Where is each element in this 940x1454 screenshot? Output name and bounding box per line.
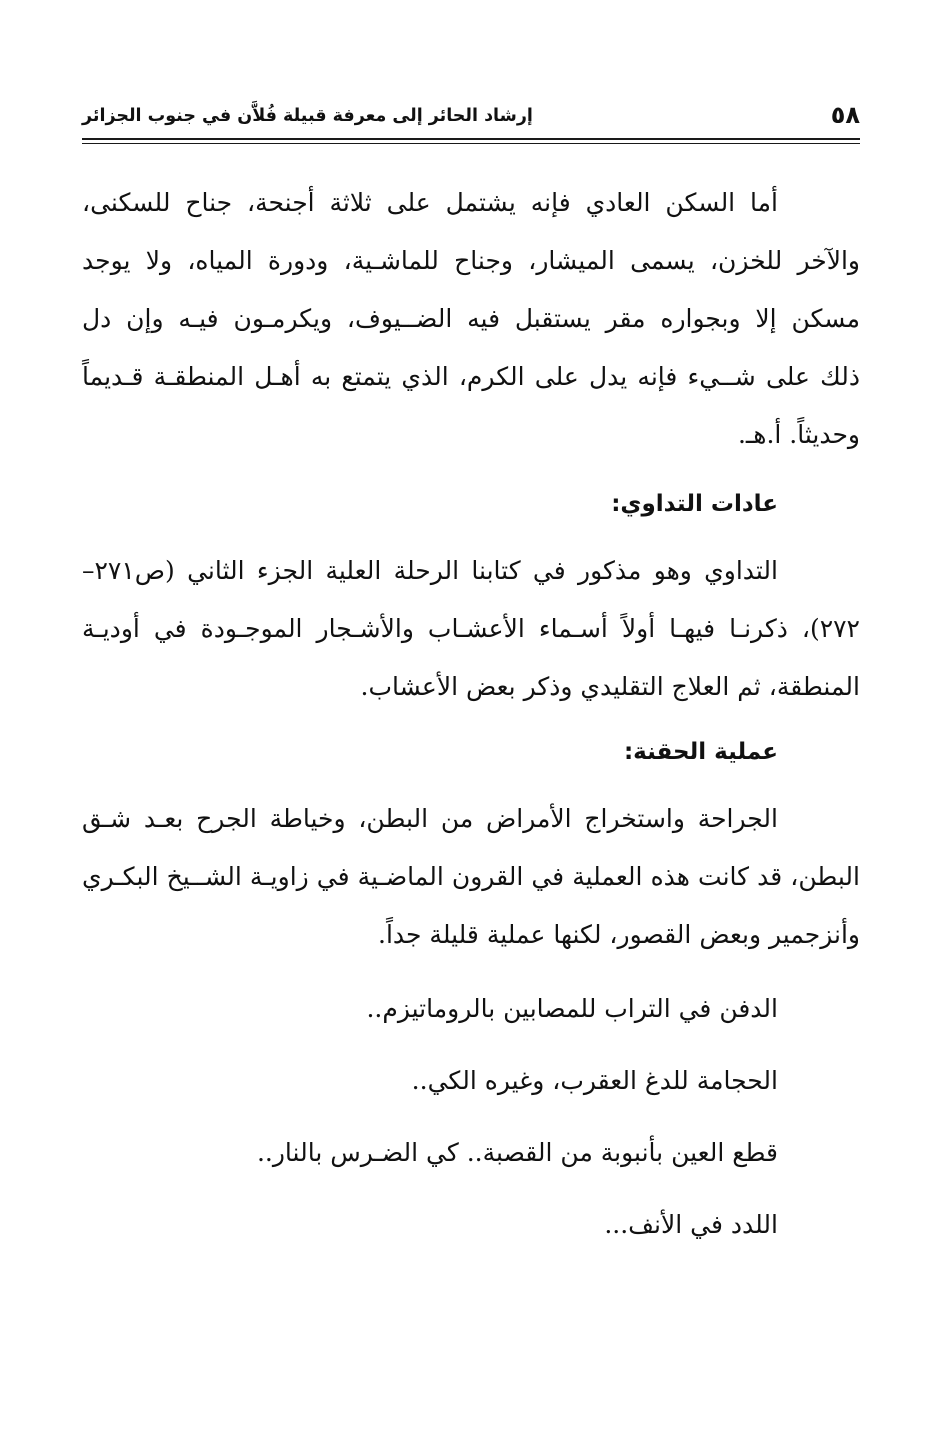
running-title: إرشاد الحائر إلى معرفة قبيلة فُلاَّن في جنوب الجزائر [82,106,533,126]
list-item: الحجامة للدغ العقرب، وغيره الكي.. [411,1066,778,1095]
list-item: الدفن في التراب للمصابين بالروماتيزم.. [366,994,778,1023]
paragraph-medicine [82,542,860,716]
paragraph-line: أما السكن العادي فإنه يشتمل على ثلاثة أجنحة، جناح للسكنى، [82,188,778,217]
paragraph-line: وحديثاً. أ.هـ. [737,420,860,449]
paragraph-line: والآخر للخزن، يسمى الميشار، وجناح للماشـية، ودورة المياه، ولا يوجد [82,246,860,275]
section-heading-medicine: عادات التداوي: [611,491,778,517]
list-item: اللدد في الأنف... [604,1210,778,1239]
paragraph-line: المنطقة، ثم العلاج التقليدي وذكر بعض الأعشاب. [360,672,860,701]
header-rule-thin [82,143,860,144]
paragraph-line: التداوي وهو مذكور في كتابنا الرحلة العلية الجزء الثاني (ص٢٧١– [82,556,778,585]
paragraph-line: ٢٧٢)، ذكرنـا فيهـا أولاً أسـماء الأعشـاب والأشـجار الموجـودة في أوديـة [82,614,860,643]
paragraph-line: البطن، قد كانت هذه العملية في القرون الماضـية في زاويـة الشــيخ البكـري [82,862,860,891]
paragraph-housing [82,174,860,464]
page-number: ٥٨ [830,101,860,129]
paragraph-line: مسكن إلا وبجواره مقر يستقبل فيه الضــيوف، ويكرمـون فيـه وإن دل [82,304,860,333]
header-rule-thick [82,138,860,140]
list-item: قطع العين بأنبوبة من القصبة.. كي الضـرس بالنار.. [256,1138,778,1167]
paragraph-line: وأنزجمير وبعض القصور، لكنها عملية قليلة جداً. [378,920,860,949]
section-heading-surgery: عملية الحقنة: [623,739,778,765]
running-header [82,96,860,136]
paragraph-line: ذلك على شــيء فإنه يدل على الكرم، الذي يتمتع به أهـل المنطقـة قـديماً [82,362,860,391]
paragraph-surgery [82,790,860,964]
paragraph-line: الجراحة واستخراج الأمراض من البطن، وخياطة الجرح بعـد شـق [82,804,778,833]
body-text [82,174,860,1254]
